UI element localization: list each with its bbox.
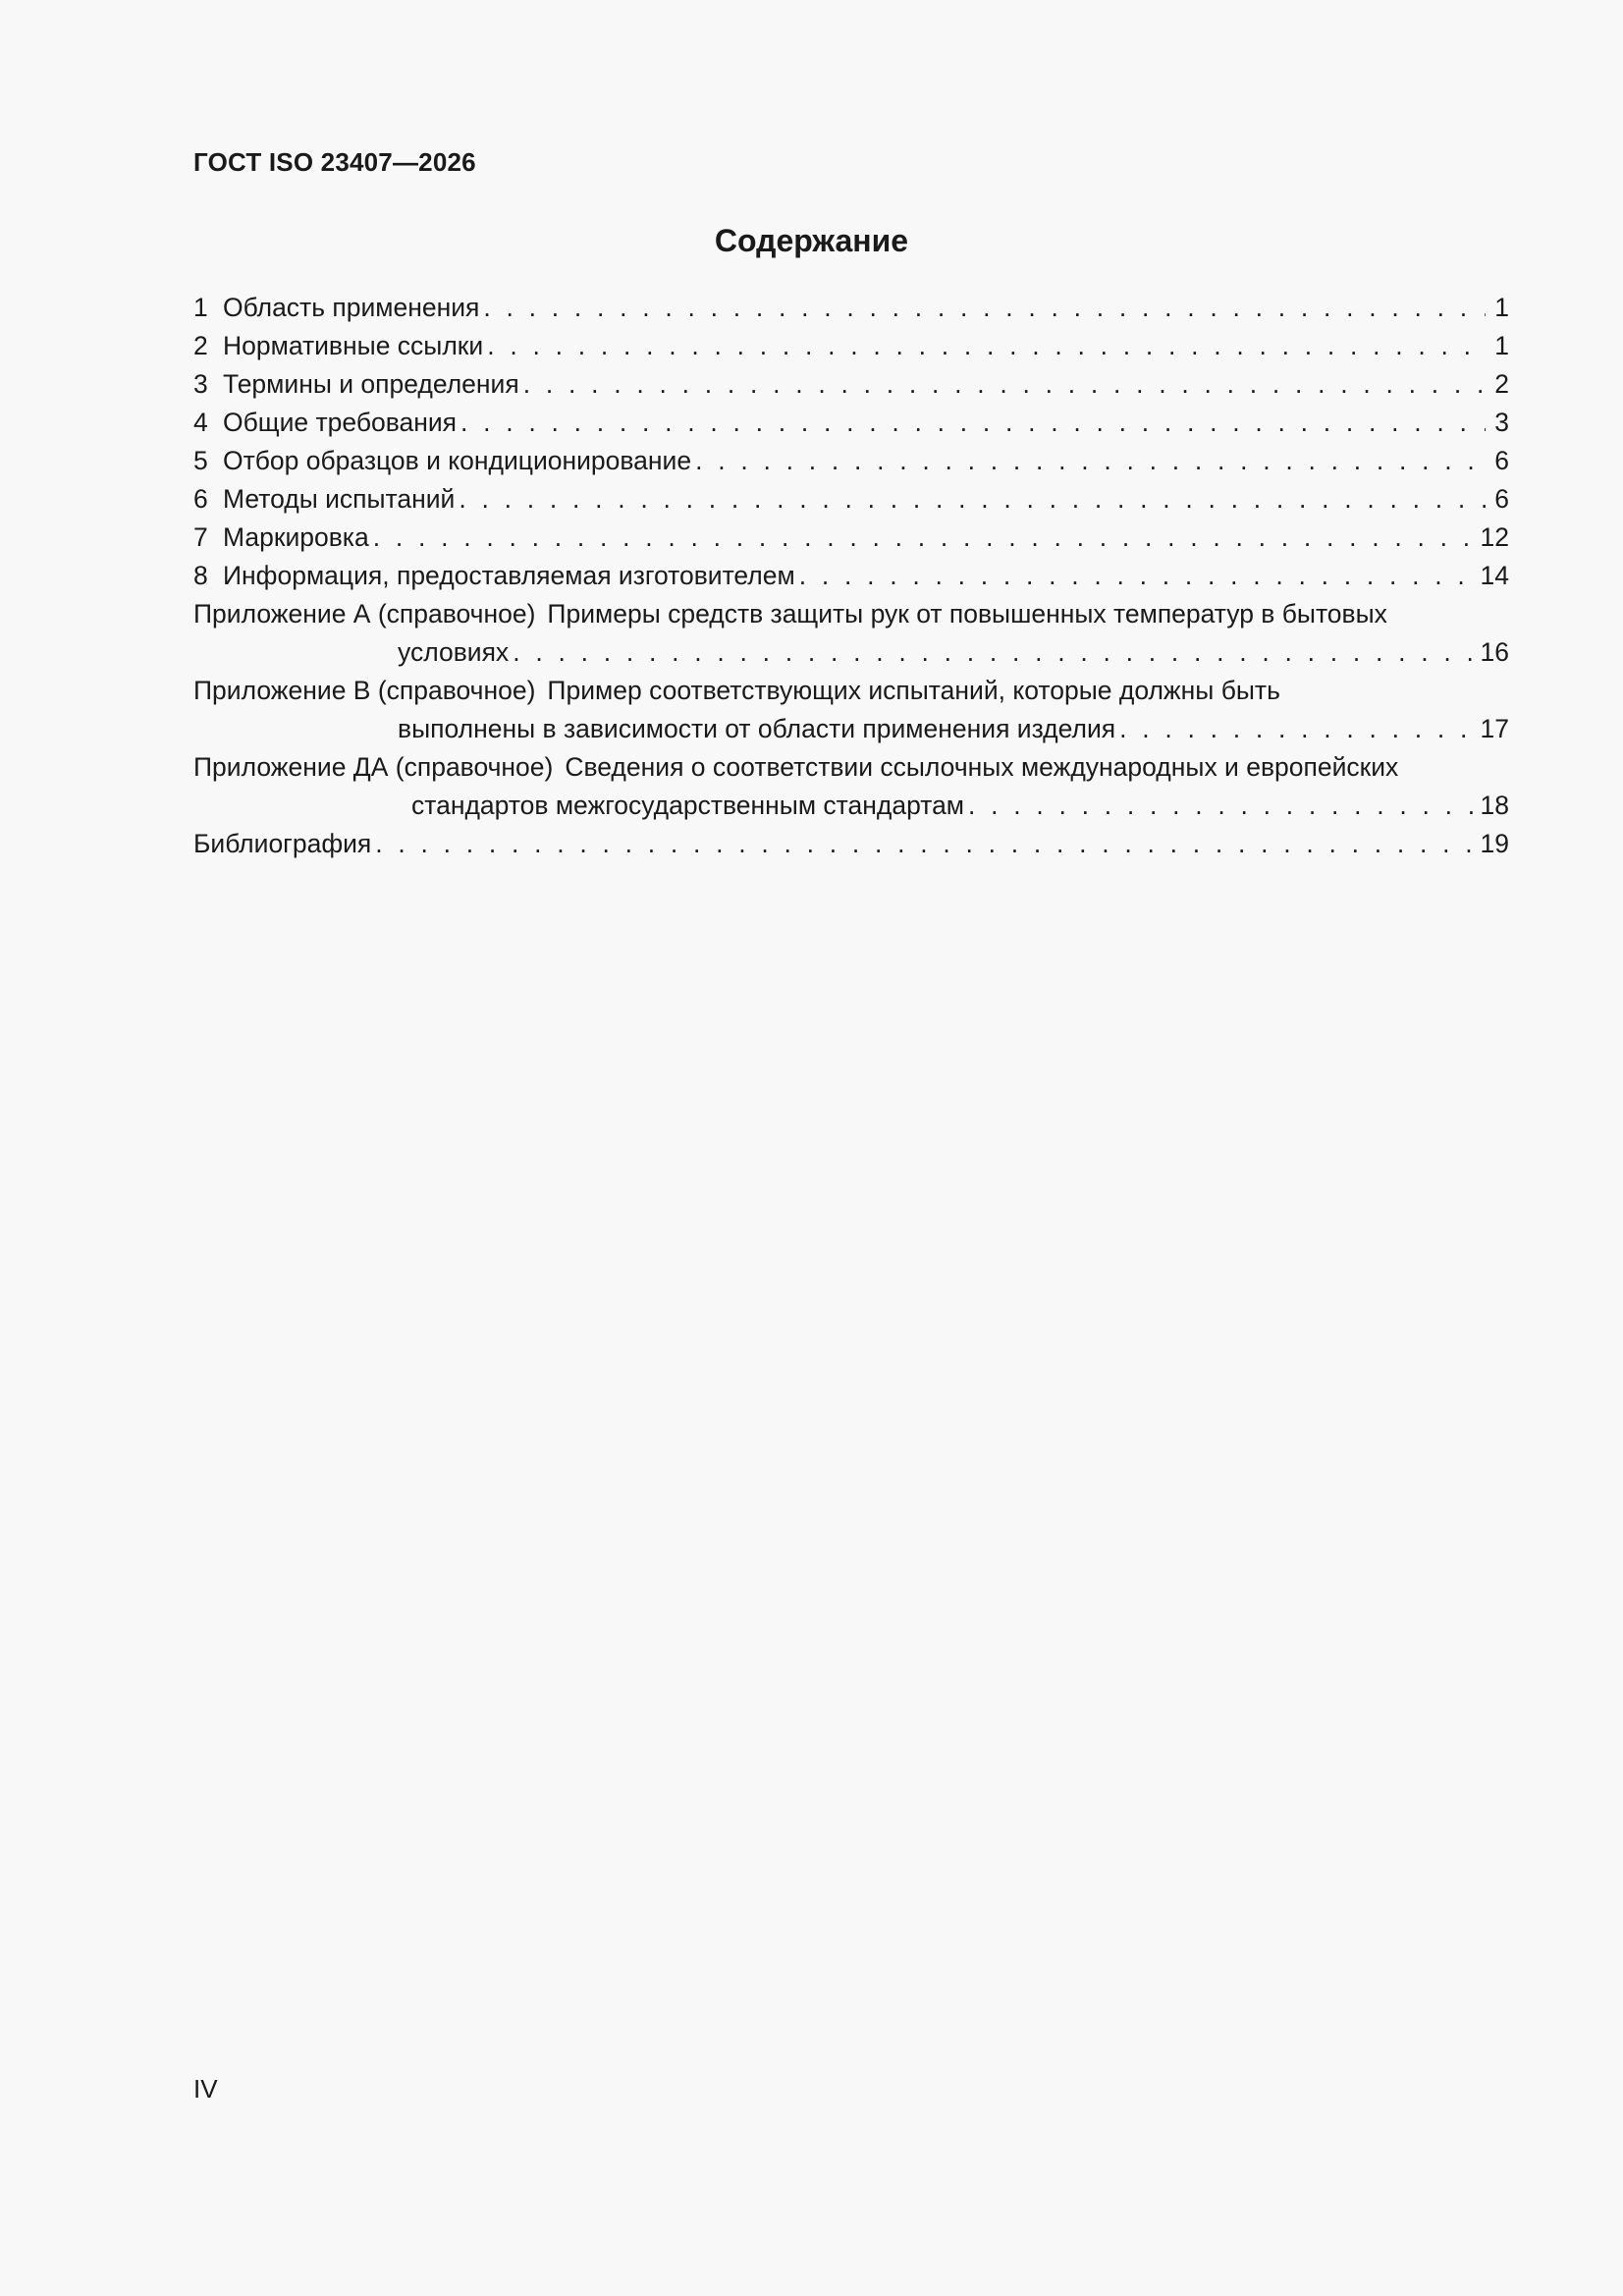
toc-title: Содержание	[714, 223, 909, 258]
toc-entry-title: Информация, предоставляемая изготовителем	[223, 561, 795, 590]
toc-entry-title: Библиография	[193, 829, 372, 858]
toc-entry-title: Маркировка	[223, 522, 369, 552]
toc-entry-5[interactable]	[193, 442, 1509, 480]
toc-entry-page: 12	[1480, 522, 1509, 552]
toc-entry-6[interactable]	[193, 480, 1509, 519]
toc-entry-page: 6	[1494, 446, 1509, 475]
toc-entry-title: Нормативные ссылки	[223, 331, 484, 360]
toc-entry-number: 7	[193, 522, 208, 552]
toc-entry-page: 18	[1480, 791, 1509, 820]
toc-entry-number: 4	[193, 408, 208, 437]
toc-annex-a[interactable]	[193, 595, 1509, 672]
toc-annex-b[interactable]	[193, 672, 1509, 748]
toc-entry-number: 3	[193, 369, 208, 399]
toc-entry-title: Область применения	[223, 293, 480, 322]
toc-entry-page: 2	[1494, 369, 1509, 399]
toc-entry-7[interactable]	[193, 519, 1509, 557]
dot-leader	[459, 480, 1486, 519]
dot-leader	[523, 365, 1486, 404]
toc-entry-page: 19	[1480, 829, 1509, 858]
toc-entry-4[interactable]	[193, 404, 1509, 442]
toc-bibliography[interactable]	[193, 825, 1509, 863]
dot-leader	[460, 404, 1486, 442]
annex-label: Приложение А (справочное)	[193, 599, 536, 629]
dot-leader	[375, 825, 1476, 863]
toc-entry-1[interactable]	[193, 289, 1509, 327]
toc-entry-3[interactable]	[193, 365, 1509, 404]
toc-entry-2[interactable]	[193, 327, 1509, 365]
toc-entry-page: 14	[1480, 561, 1509, 590]
page-number: IV	[193, 2074, 218, 2104]
dot-leader	[373, 519, 1477, 557]
dot-leader	[1119, 710, 1476, 748]
document-code: ГОСТ ISO 23407—2026	[193, 147, 476, 177]
toc-entry-page: 6	[1494, 484, 1509, 514]
annex-title: Сведения о соответствии ссылочных международных и европейских	[565, 752, 1399, 782]
toc-entry-number: 1	[193, 293, 208, 322]
annex-title: Пример соответствующих испытаний, которые должны быть	[547, 676, 1280, 705]
toc-entry-number: 8	[193, 561, 208, 590]
toc-entry-8[interactable]	[193, 557, 1509, 595]
dot-leader	[799, 557, 1477, 595]
annex-title-continuation: условиях	[398, 637, 510, 667]
toc-entry-title: Методы испытаний	[223, 484, 456, 514]
dot-leader	[968, 787, 1476, 825]
toc-entry-page: 1	[1494, 293, 1509, 322]
annex-label: Приложение В (справочное)	[193, 676, 536, 705]
toc-entry-title: Отбор образцов и кондиционирование	[223, 446, 692, 475]
toc-entry-title: Общие требования	[223, 408, 458, 437]
toc-entry-number: 2	[193, 331, 208, 360]
table-of-contents	[193, 289, 1509, 863]
toc-annex-da[interactable]	[193, 748, 1509, 825]
dot-leader	[513, 633, 1476, 672]
toc-entry-page: 3	[1494, 408, 1509, 437]
annex-label: Приложение ДА (справочное)	[193, 752, 554, 782]
dot-leader	[695, 442, 1486, 480]
toc-entry-page: 1	[1494, 331, 1509, 360]
toc-entry-number: 5	[193, 446, 208, 475]
toc-entry-title: Термины и определения	[223, 369, 519, 399]
annex-title: Примеры средств защиты рук от повышенных температур в бытовых	[547, 599, 1387, 629]
toc-entry-number: 6	[193, 484, 208, 514]
dot-leader	[487, 327, 1486, 365]
annex-title-continuation: выполнены в зависимости от области применения изделия	[398, 714, 1116, 743]
toc-entry-page: 16	[1480, 637, 1509, 667]
dot-leader	[483, 289, 1486, 327]
annex-title-continuation: стандартов межгосударственным стандартам	[411, 791, 965, 820]
toc-entry-page: 17	[1480, 714, 1509, 743]
